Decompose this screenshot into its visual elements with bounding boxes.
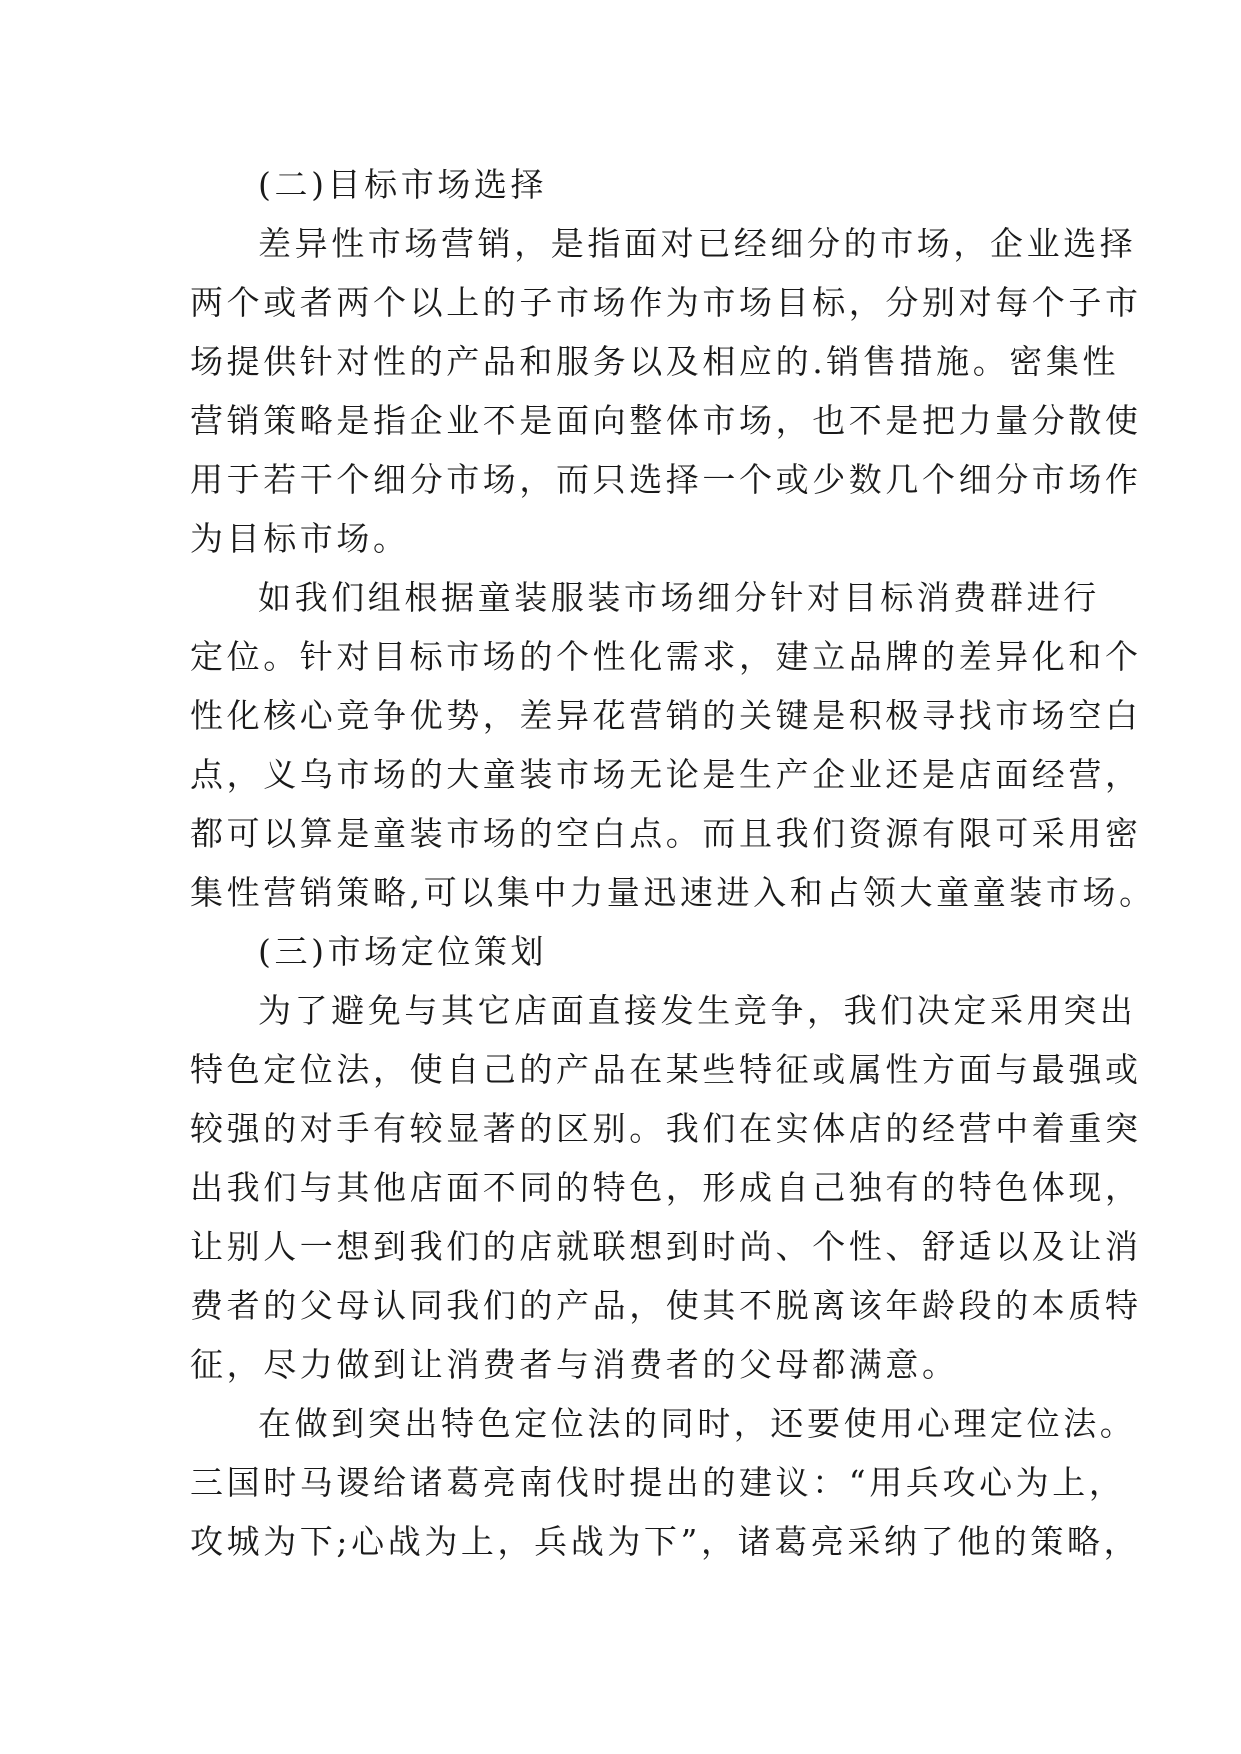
paragraph-line: 性化核心竞争优势，差异花营销的关键是积极寻找市场空白 [190, 696, 1142, 735]
paragraph-line: 营销策略是指企业不是面向整体市场，也不是把力量分散使 [190, 401, 1142, 440]
paragraph-line: 差异性市场营销，是指面对已经细分的市场，企业选择 [258, 224, 1137, 263]
paragraph-line: 定位。针对目标市场的个性化需求，建立品牌的差异化和个 [190, 637, 1142, 676]
paragraph-line: 如我们组根据童装服装市场细分针对目标消费群进行 [258, 578, 1100, 617]
paragraph-line: 特色定位法，使自己的产品在某些特征或属性方面与最强或 [190, 1050, 1142, 1089]
paragraph-line: 都可以算是童装市场的空白点。而且我们资源有限可采用密 [190, 814, 1142, 853]
paragraph-line: 攻城为下;心战为上，兵战为下”，诸葛亮采纳了他的策略， [190, 1522, 1141, 1561]
paragraph-line: 出我们与其他店面不同的特色，形成自己独有的特色体现， [190, 1168, 1142, 1207]
section-heading-positioning: (三)市场定位策划 [258, 932, 548, 971]
paragraph-line: 用于若干个细分市场，而只选择一个或少数几个细分市场作 [190, 460, 1142, 499]
paragraph-line: 征，尽力做到让消费者与消费者的父母都满意。 [190, 1345, 959, 1384]
paragraph-line: 点，义乌市场的大童装市场无论是生产企业还是店面经营， [190, 755, 1142, 794]
paragraph-line: 为目标市场。 [190, 519, 410, 558]
paragraph-line: 较强的对手有较显著的区别。我们在实体店的经营中着重突 [190, 1109, 1142, 1148]
paragraph-line: 在做到突出特色定位法的同时，还要使用心理定位法。 [258, 1404, 1137, 1443]
paragraph-line: 两个或者两个以上的子市场作为市场目标，分别对每个子市 [190, 283, 1142, 322]
paragraph-line: 让别人一想到我们的店就联想到时尚、个性、舒适以及让消 [190, 1227, 1142, 1266]
paragraph-line: 费者的父母认同我们的产品，使其不脱离该年龄段的本质特 [190, 1286, 1142, 1325]
paragraph-line: 三国时马谡给诸葛亮南伐时提出的建议：“用兵攻心为上， [190, 1463, 1126, 1502]
section-heading-target-market: (二)目标市场选择 [258, 165, 548, 204]
paragraph-line: 集性营销策略,可以集中力量迅速进入和占领大童童装市场。 [190, 873, 1156, 912]
paragraph-line: 场提供针对性的产品和服务以及相应的.销售措施。密集性 [190, 342, 1120, 381]
paragraph-line: 为了避免与其它店面直接发生竞争，我们决定采用突出 [258, 991, 1137, 1030]
